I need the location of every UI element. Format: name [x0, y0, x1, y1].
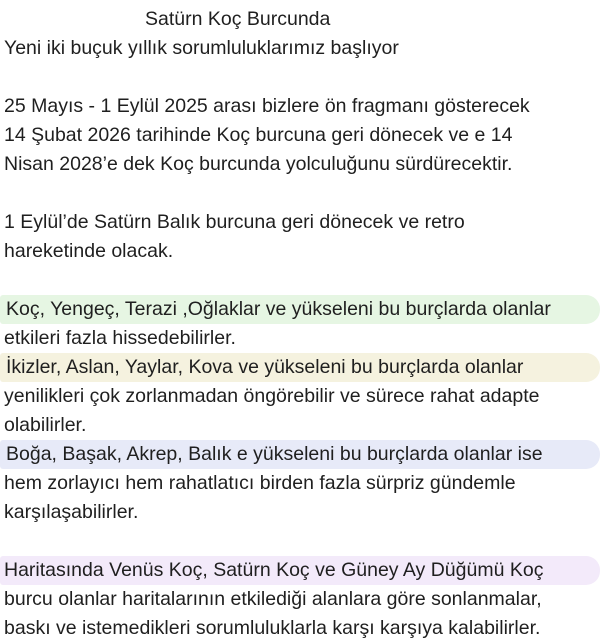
- paragraph-line: baskı ve istemedikleri sorumluluklarla karşı karşıya kalabilirler.: [4, 617, 541, 639]
- highlighted-line: Koç, Yengeç, Terazi ,Oğlaklar ve yükseleni bu burçlarda olanlar: [0, 295, 600, 324]
- page-subtitle: Yeni iki buçuk yıllık sorumluluklarımız başlıyor: [4, 37, 399, 59]
- paragraph-line: 1 Eylül’de Satürn Balık burcuna geri dönecek ve retro: [4, 211, 465, 233]
- sign-group-purple: [4, 556, 598, 643]
- paragraph-retro: [4, 208, 598, 266]
- paragraph-dates: [4, 92, 598, 179]
- paragraph-line: etkileri fazla hissedebilirler.: [4, 327, 236, 349]
- paragraph-line: 25 Mayıs - 1 Eylül 2025 arası bizlere ön fragmanı gösterecek: [4, 95, 530, 117]
- spacer: [4, 63, 598, 92]
- paragraph-line: hareketinde olacak.: [4, 240, 174, 262]
- paragraph-line: olabilirler.: [4, 414, 87, 436]
- spacer: [4, 266, 598, 295]
- paragraph-line: burcu olanlar haritalarının etkilediği alanlara göre sonlanmalar,: [4, 588, 542, 610]
- document: [4, 5, 598, 643]
- spacer: [4, 179, 598, 208]
- highlighted-line: Boğa, Başak, Akrep, Balık e yükseleni bu burçlarda olanlar ise: [0, 440, 600, 469]
- sign-group-green: [4, 295, 598, 353]
- paragraph-line: Nisan 2028’e dek Koç burcunda yolculuğunu sürdürecektir.: [4, 153, 513, 175]
- paragraph-line: 14 Şubat 2026 tarihinde Koç burcuna geri dönecek ve e 14: [4, 124, 513, 146]
- sign-group-blue: [4, 440, 598, 527]
- paragraph-line: yenilikleri çok zorlanmadan öngörebilir ve sürece rahat adapte: [4, 385, 540, 407]
- highlighted-line: Haritasında Venüs Koç, Satürn Koç ve Güney Ay Düğümü Koç: [0, 556, 600, 585]
- highlighted-line: İkizler, Aslan, Yaylar, Kova ve yükseleni bu burçlarda olanlar: [0, 353, 600, 382]
- paragraph-line: karşılaşabilirler.: [4, 501, 139, 523]
- page-title: Satürn Koç Burcunda: [145, 8, 331, 30]
- sign-group-yellow: [4, 353, 598, 440]
- paragraph-line: hem zorlayıcı hem rahatlatıcı birden fazla sürpriz gündemle: [4, 472, 516, 494]
- spacer: [4, 527, 598, 556]
